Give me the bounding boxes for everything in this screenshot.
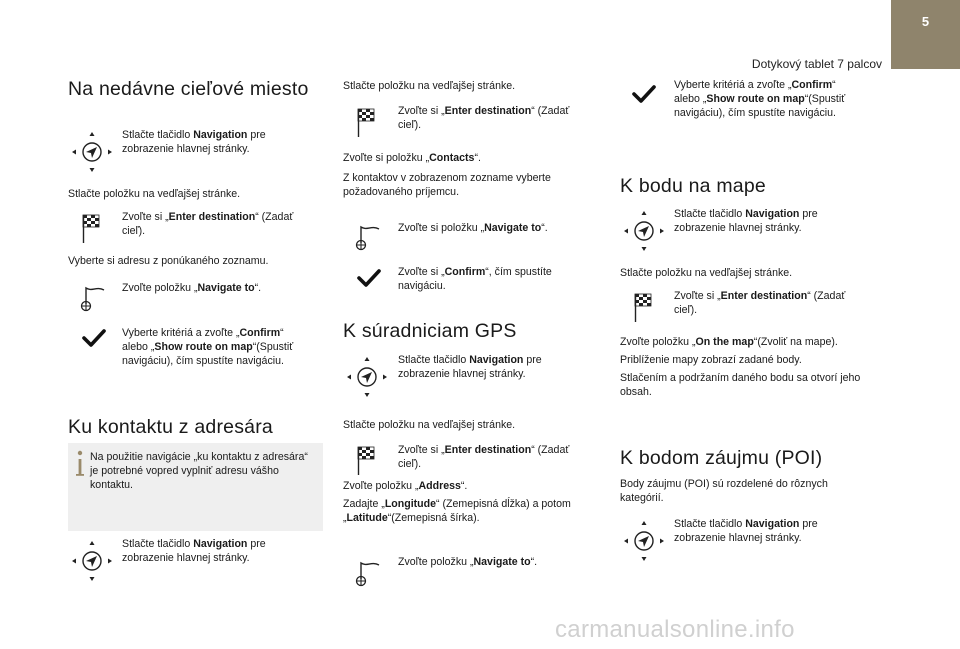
navigation-icon [622,519,666,568]
heading-poi: K bodom záujmu (POI) [620,447,823,469]
heading-to-contact: Ku kontaktu z adresára [68,416,273,438]
checkered-flag-icon [357,108,375,143]
col1-choose-address-text: Vyberte si adresu z ponúkaného zoznamu. [68,255,269,267]
col3-press-hold-text: Stlačením a podržaním daného bodu sa otvorí jeho obsah. [620,372,861,398]
col2-lon-lat-text: Zadajte „Longitude“ (Zemepisná dĺžka) a potom „Latitude“(Zemepisná šírka). [343,498,571,524]
col2-navigate-to2-text: Zvoľte položku „Navigate to“. [398,556,538,568]
col3-criteria-text: Vyberte kritériá a zvoľte „Confirm“ alebo „Show route on map“(Spustiť navigáciu), čím spustíte navigáciu. [674,79,846,119]
info-icon [74,450,86,483]
col2-contact-list-text: Z kontaktov v zobrazenom zozname vyberte požadovaného príjemcu. [343,172,551,198]
col2-confirm-text: Zvoľte si „Confirm“, čím spustíte navigáciu. [398,266,552,292]
navigate-to-flag-icon [351,557,385,596]
col2-navigate-to-text: Zvoľte si položku „Navigate to“. [398,222,548,234]
page-number: 5 [921,14,930,29]
col3-enter-destination-text: Zvoľte si „Enter destination“ (Zadať cieľ). [674,290,846,316]
col3-nav2-text: Stlačte tlačidlo Navigation pre zobrazenie hlavnej stránky. [674,518,818,544]
col3-on-map-text: Zvoľte položku „On the map“(Zvoliť na mape). [620,336,838,348]
col2-address-text: Zvoľte položku „Address“. [343,480,468,492]
navigation-icon [70,130,114,179]
checkered-flag-icon [82,214,100,249]
page-number-tab [891,0,960,69]
navigation-icon [345,355,389,404]
col1-nav2-text: Stlačte tlačidlo Navigation pre zobrazenie hlavnej stránky. [122,538,266,564]
col3-next-page-text: Stlačte položku na vedľajšej stránke. [620,267,793,279]
col2-enter-destination2-text: Zvoľte si „Enter destination“ (Zadať cieľ). [398,444,570,470]
col3-zoom-text: Priblíženie mapy zobrazí zadané body. [620,354,802,366]
col1-enter-destination-text: Zvoľte si „Enter destination“ (Zadať cieľ). [122,211,294,237]
checkmark-icon [357,268,381,293]
col2-contacts-text: Zvoľte si položku „Contacts“. [343,152,481,164]
navigate-to-flag-icon [76,282,110,321]
heading-point-on-map: K bodu na mape [620,175,766,197]
col2-next-page-text: Stlačte položku na vedľajšej stránke. [343,80,516,92]
col2-enter-destination-text: Zvoľte si „Enter destination“ (Zadať cieľ). [398,105,570,131]
navigation-icon [622,209,666,258]
checkered-flag-icon [634,293,652,328]
info-note-text: Na použitie navigácie „ku kontaktu z adresára“ je potrebné vopred vyplniť adresu vášho kontaktu. [90,451,308,491]
col2-nav-text: Stlačte tlačidlo Navigation pre zobrazenie hlavnej stránky. [398,354,542,380]
col1-criteria-text: Vyberte kritériá a zvoľte „Confirm“ alebo „Show route on map“(Spustiť navigáciu), čím spustíte navigáciu. [122,327,294,367]
navigation-icon [70,539,114,588]
heading-recent-destination: Na nedávne cieľové miesto [68,78,309,100]
col3-poi-text: Body záujmu (POI) sú rozdelené do rôznych kategórií. [620,478,828,504]
checkmark-icon [632,84,656,109]
navigate-to-flag-icon [351,221,385,260]
col1-next-page-text: Stlačte položku na vedľajšej stránke. [68,188,241,200]
checkered-flag-icon [357,446,375,481]
col1-navigate-to-text: Zvoľte položku „Navigate to“. [122,282,262,294]
col3-nav-text: Stlačte tlačidlo Navigation pre zobrazenie hlavnej stránky. [674,208,818,234]
col1-nav-text: Stlačte tlačidlo Navigation pre zobrazenie hlavnej stránky. [122,129,266,155]
running-head: Dotykový tablet 7 palcov [751,57,882,71]
checkmark-icon [82,328,106,353]
col2-next-page2-text: Stlačte položku na vedľajšej stránke. [343,419,516,431]
watermark: carmanualsonline.info [555,616,795,643]
heading-gps-coordinates: K súradniciam GPS [343,320,517,342]
